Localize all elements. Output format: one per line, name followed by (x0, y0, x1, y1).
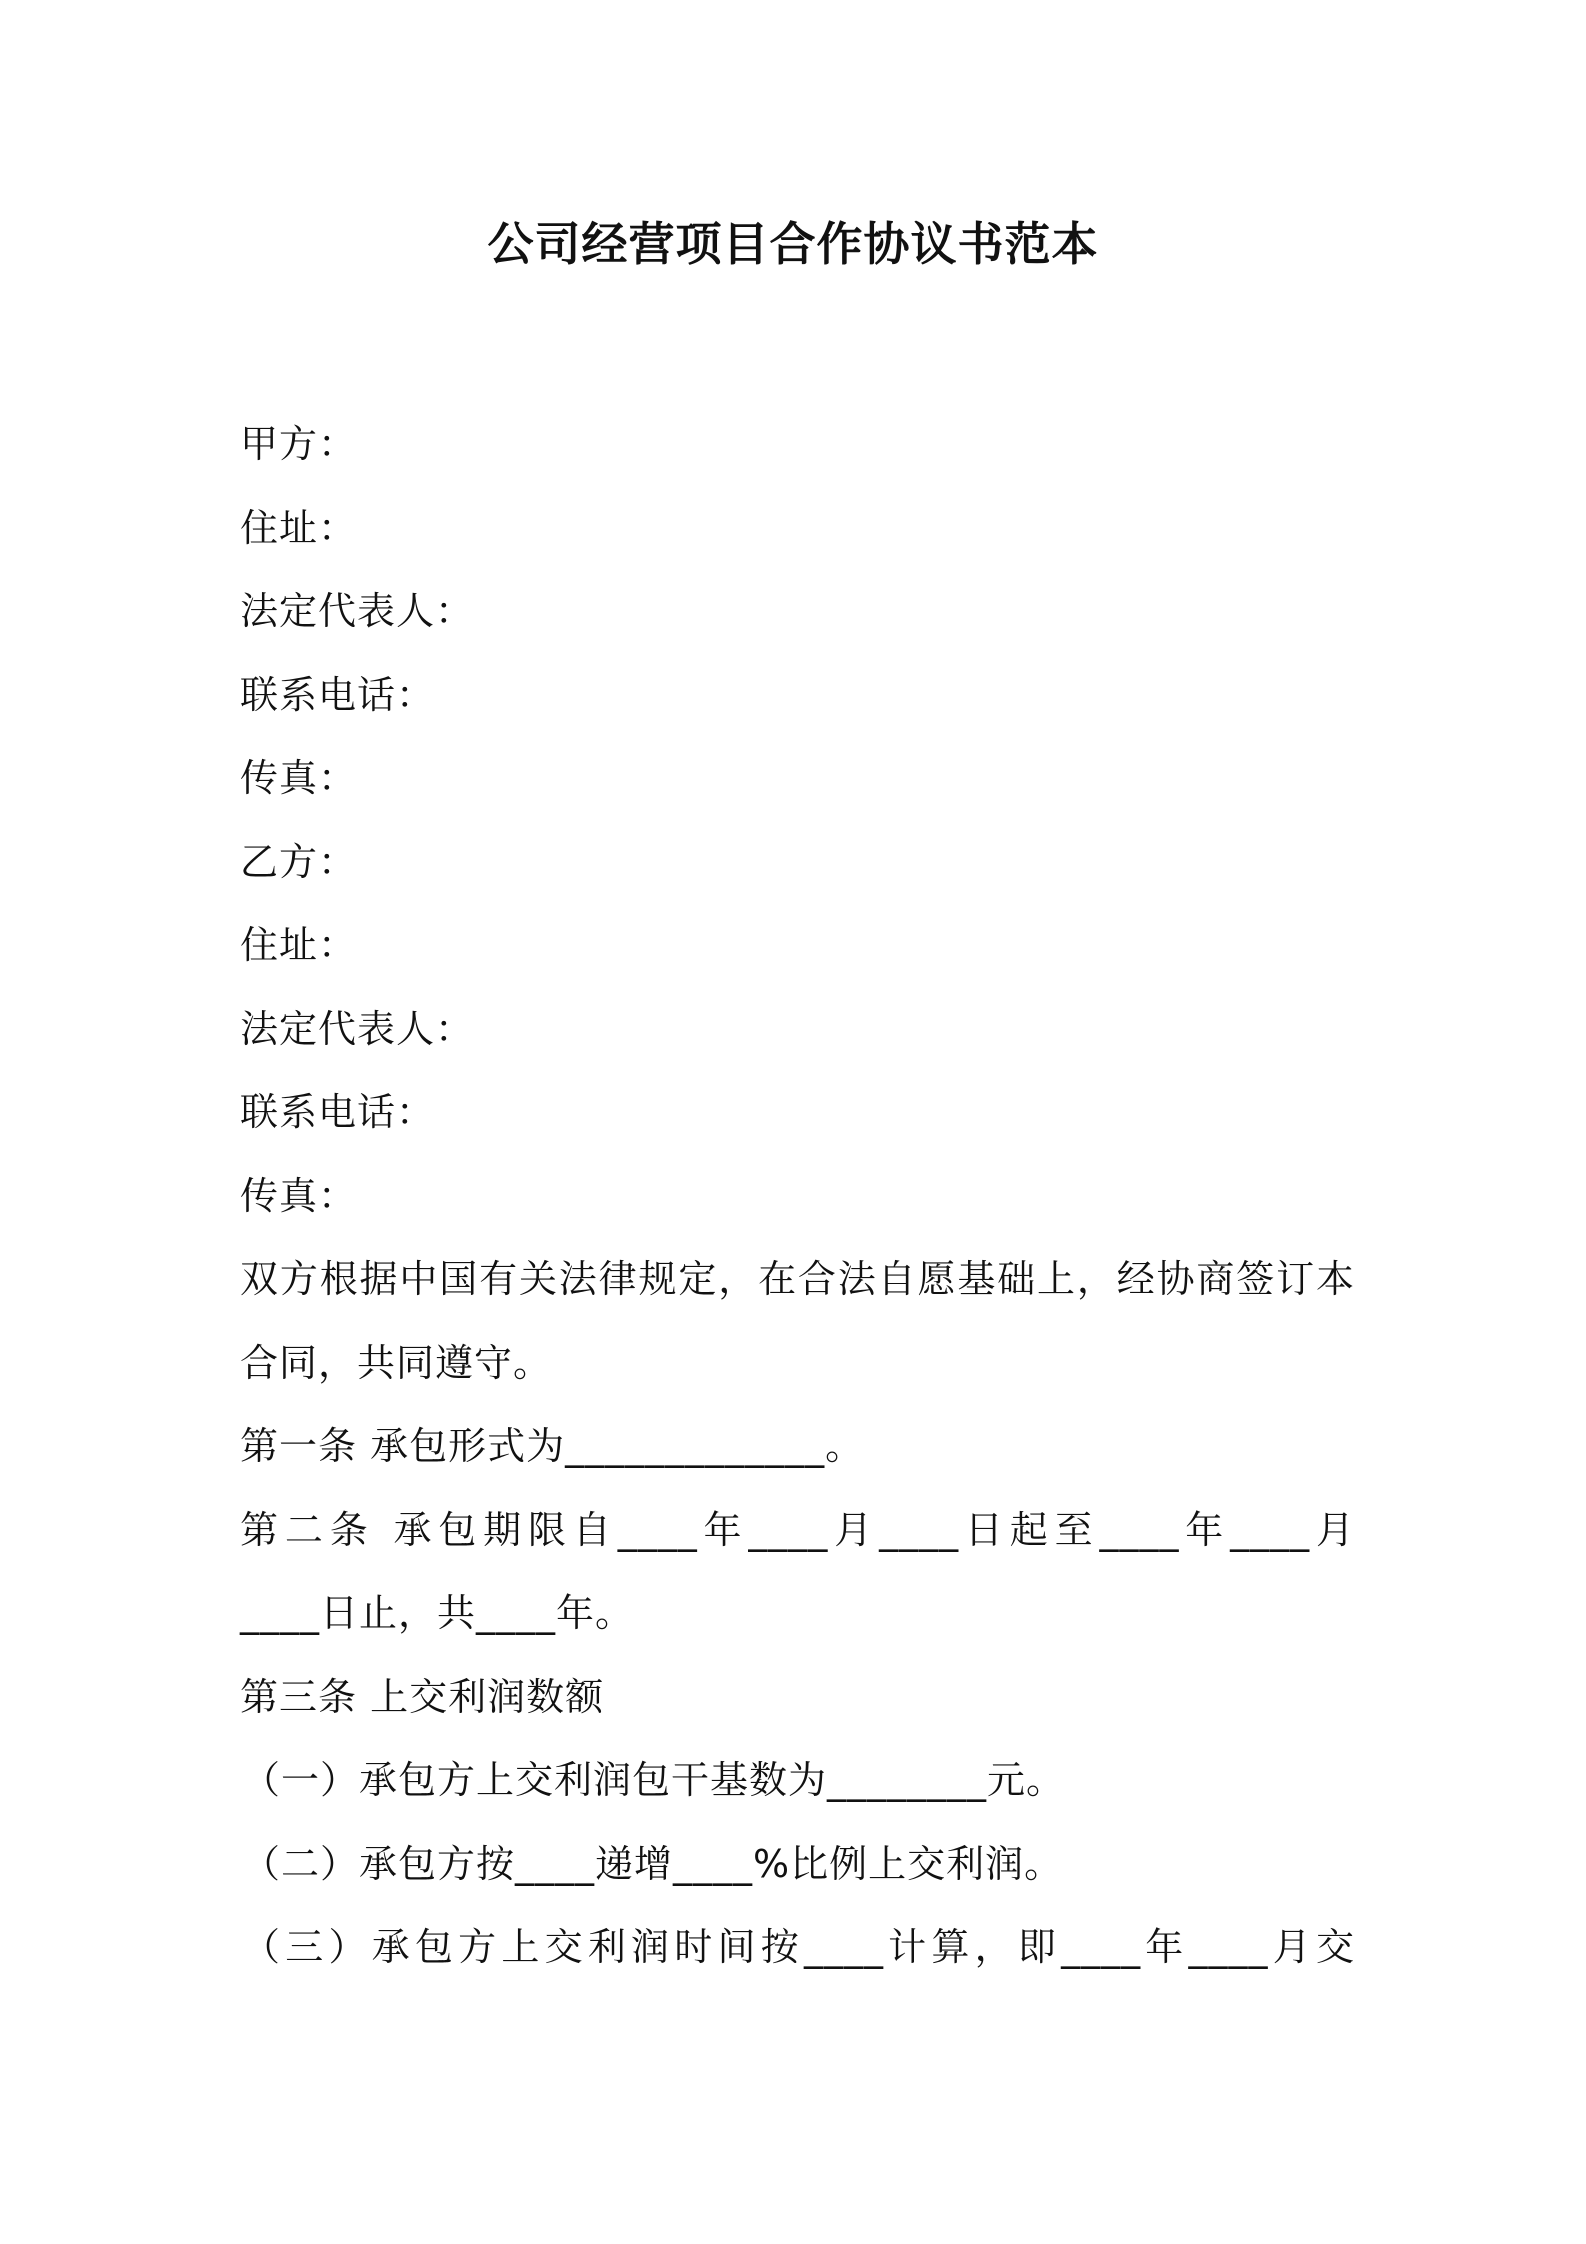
document-title: 公司经营项目合作协议书范本 (487, 217, 1099, 271)
article-2-line-1: 第二条 承包期限自____年____月____日起至____年____月 (240, 1507, 1355, 1552)
party-b-phone-label: 联系电话： (240, 1090, 436, 1134)
party-a-address-label: 住址： (240, 505, 358, 550)
preamble-line-1: 双方根据中国有关法律规定，在合法自愿基础上，经协商签订本 (240, 1257, 1355, 1301)
article-2-line-2: ____日止，共____年。 (240, 1591, 635, 1635)
article-3-heading: 第三条 上交利润数额 (240, 1674, 605, 1719)
party-b-address-label: 住址： (240, 923, 358, 967)
article-3-item-2: （二）承包方按____递增____%比例上交利润。 (242, 1841, 1064, 1886)
party-b-fax-label: 传真： (240, 1173, 358, 1218)
party-a-label: 甲方： (240, 422, 358, 466)
party-a-legal-rep-label: 法定代表人： (240, 589, 475, 633)
article-3-item-3: （三）承包方上交利润时间按____计算，即____年____月交 (242, 1925, 1355, 1969)
party-b-label: 乙方： (240, 839, 358, 884)
preamble-line-2: 合同，共同遵守。 (240, 1340, 553, 1385)
party-a-phone-label: 联系电话： (240, 672, 436, 717)
document-body (240, 403, 1355, 1990)
article-1: 第一条 承包形式为_____________。 (240, 1424, 865, 1468)
party-b-legal-rep-label: 法定代表人： (240, 1006, 475, 1051)
party-a-fax-label: 传真： (240, 756, 358, 800)
article-3-item-1: （一）承包方上交利润包干基数为________元。 (242, 1758, 1066, 1802)
